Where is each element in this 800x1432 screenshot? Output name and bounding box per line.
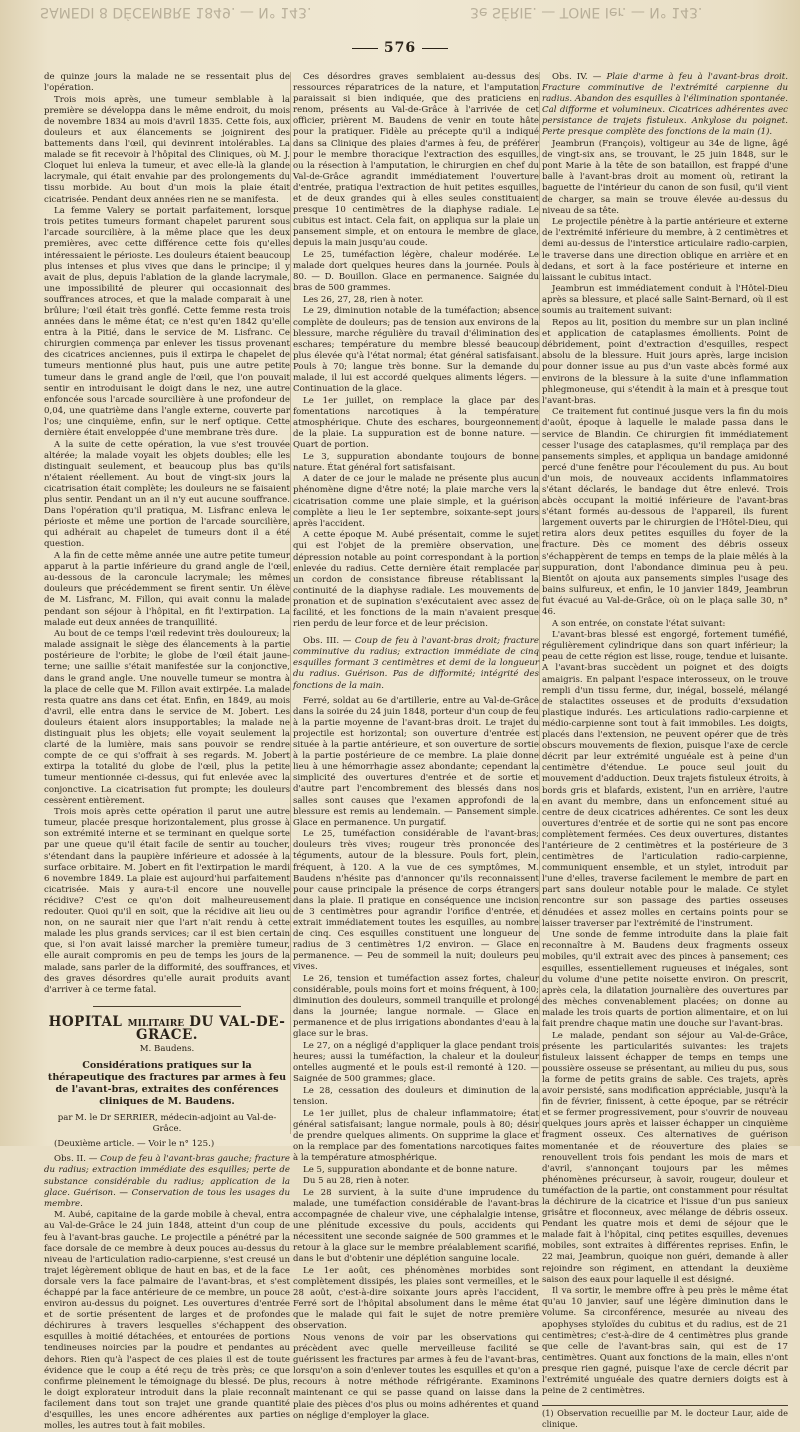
- paragraph: Les 26, 27, 28, rien à noter.: [303, 294, 424, 305]
- paragraph: Le 28 survient, à la suite d'une imprudence du malade, une tuméfaction considérable de l'avant-bras accompagnée de chaleur vive, une céphalalgie intense, une plénitude excessive du pouls, accidents qui nécessitent une seconde saignée de 500 grammes et le retour à la glace sur le membre préalablement scarifié, dans le but d'obtenir une déplétion sanguine locale.: [293, 1187, 539, 1265]
- paragraph: M. Aubé, capitaine de la garde mobile à cheval, entra au Val-de-Grâce le 24 juin 1848, atteint d'un coup de feu à l'avant-bras gauche. Le projectile a pénétré par la face dorsale de ce membre à deux pouces au-dessus du niveau de l'articulation radio-carpienne, s'est creusé un trajet légèrement oblique de haut en bas, et de la face dorsale vers la face palmaire de l'avant-bras, et s'est échappé par la face antérieure de ce membre, un pouce environ au-dessus du poignet. Les ouvertures d'entrée et de sortie présentent de larges et de profondes déchirures à travers lesquelles s'échappent des esquilles à moitié détachées, et entourées de portions tendineuses noircies par la poudre et pendantes au dehors. Rien qu'à l'aspect de ces plaies il est de toute évidence que le coup a été reçu de très près; ce que confirme pleinement le témoignage du blessé. De plus, le doigt explorateur introduit dans la plaie reconnaît facilement dans tout son trajet une grande quantité d'esquilles, les unes encore adhérentes aux parties molles, les autres tout à fait mobiles.: [44, 1210, 290, 1432]
- paragraph: de quinze jours la malade ne se ressentait plus de l'opération.: [44, 72, 290, 94]
- paragraph: Repos au lit, position du membre sur un plan incliné et application de cataplasmes émollients. Point de débridement, point d'extraction d'esquilles, respect absolu de la blessure. Huit jours après, large incision pour donner issue au pus d'un vaste abcès formé aux environs de la blessure à la suite d'une inflammation phlegmoneuse, qui s'étendit à la main et à presque tout l'avant-bras.: [542, 318, 788, 406]
- paragraph: A la fin de cette même année une autre petite tumeur apparut à la partie inférieure du grand angle de l'œil, au-dessous de la caroncule lacrymale; les mêmes douleurs que précédemment se firent sentir. Un élève de M. Lisfranc, M. Fillon, qui avait connu la malade pendant son séjour à l'hôpital, en fit l'extirpation. La malade eut deux années de tranquillité.: [44, 551, 290, 628]
- paragraph: Le projectile pénètre à la partie antérieure et externe de l'extrémité inférieure du membre, à 2 centimètres et demi au-dessus de l'interstice articulaire radio-carpien, le traverse dans une direction oblique en arrière et en dedans, et sort à la face postérieure et interne en laissant le cubitus intact.: [542, 217, 788, 283]
- article-subtitle: (Deuxième article. — Voir le n° 125.): [54, 1139, 215, 1150]
- paragraph: Le 29, diminution notable de la tuméfaction; absence complète de douleurs; pas de tension aux environs de la blessure, marche régulière du travail d'élimination des eschares; température du membre blessé beaucoup plus élevée qu'à l'état normal; état général satisfaisant. Pouls à 70; langue très bonne. Sur la demande du malade, il lui est accordé quelques aliments légers. — Continuation de la glace.: [293, 306, 539, 395]
- paragraph: Trois mois après cette opération il parut une autre tumeur, placée presque horizontalement, plus grosse à son extrémité interne et se terminant en quelque sorte par une queue qu'il était facile de sentir au toucher, s'étendant dans la paupière inférieure et adossée à la surface orbitaire. M. Jobert en fit l'extirpation le mardi 6 novembre 1849. La plaie est aujourd'hui parfaitement cicatrisée. Mais y aura-t-il encore une nouvelle récidive? C'est ce qu'on doit malheureusement redouter. Quoi qu'il en soit, que la récidive ait lieu ou non, on ne saurait nier que l'art n'ait rendu à cette malade les plus grands services; car il est bien certain que, si l'on avait laissé marcher la première tumeur, elle aurait compromis en peu de temps les jours de la malade, sans parler de la difformité, des souffrances, et des graves désordres qu'elle aurait produits avant d'arriver à ce terme fatal.: [44, 807, 290, 995]
- hospital-heading-rest: DU VAL-DE-GRACE.: [136, 1013, 286, 1043]
- paragraph: Le 3, suppuration abondante toujours de bonne nature. État général fort satisfaisant.: [293, 451, 539, 473]
- paragraph: Du 5 au 28, rien à noter.: [303, 1176, 410, 1187]
- paragraph: Ces désordres graves semblaient au-dessus des ressources réparatrices de la nature, et l'amputation paraissait si bien indiquée, que des praticiens en renom, présents au Val-de-Grâce à l'arrivée de cet officier, prièrent M. Baudens de venir en toute hâte pour la pratiquer. Fidèle au précepte qu'il a indiqué dans sa Clinique des plaies d'armes à feu, de préférer pour le membre thoracique l'extraction des esquilles, ou la résection à l'amputation, le chirurgien en chef du Val-de-Grâce agrandit immédiatement l'ouverture d'entrée, pratiqua l'extraction de huit petites esquilles, et de deux grandes qui à elles seules constituaient presque 10 centimètres de la diaphyse radiale. Le cubitus est intact. Cela fait, on appliqua sur la plaie un pansement simple, et on entoura le membre de glace, depuis la main jusqu'au coude.: [293, 72, 539, 249]
- paragraph: La femme Valery se portait parfaitement, lorsque trois petites tumeurs formant chapelet parurent sous l'arcade sourcilière, à la même place que les deux premières, avec cette différence cette fois qu'elles intéressaient le périoste. Les douleurs étaient beaucoup plus intenses et plus vives que dans le principe; il y avait de plus, depuis l'ablation de la glande lacrymale, une impossibilité de pleurer qui occasionnait des souffrances atroces, et que la malade comparait à une brûlure; l'œil était très gonflé. Cette femme resta trois années dans le même état; ce n'est qu'en 1842 qu'elle entra à la Pitié, dans le service de M. Lisfranc. Ce chirurgien commença par enlever les tissus provenant des cicatrices anciennes, puis il extirpa le chapelet de tumeurs mentionné plus haut, puis une autre petite tumeur dans le grand angle de l'œil, que l'on pouvait sentir en introduisant le doigt dans le nez, une autre enfoncée sous l'arcade sourcilière à une profondeur de 0,04, une quatrième dans l'angle externe, couverte par l'os; une cinquième, enfin, sur le nerf optique. Cette dernière était enveloppée d'une membrane très dure.: [44, 206, 290, 438]
- paragraph: Nous venons de voir par les observations qui précèdent avec quelle merveilleuse facilité se guérissent les fractures par armes à feu de l'avant-bras, lorsqu'on a soin d'enlever toutes les esquilles et qu'on a recours à notre méthode réfrigérante. Examinons maintenant ce qui se passe quand on laisse dans la plaie des pièces d'os plus ou moins adhérentes et quand on néglige d'employer la glace.: [293, 1333, 539, 1421]
- paragraph: Le 1er juillet, on remplace la glace par des fomentations narcotiques à la température atmosphérique. Chute des eschares, bourgeonnement de la plaie. La suppuration est de bonne nature. — Quart de portion.: [293, 395, 539, 451]
- footnote: (1) Observation recueillie par M. le docteur Laur, aide de clinique.: [542, 1405, 788, 1430]
- paragraph: A son entrée, on constate l'état suivant:: [552, 618, 726, 629]
- article-byline: par M. le Dr SERRIER, médecin-adjoint au Val-de-Grâce.: [57, 1113, 277, 1135]
- bleed-right-text: 3e SÉRIE. — TOME Ier. — N° 143.: [470, 4, 703, 20]
- paragraph: Le 28, cessation des douleurs et diminution de la tension.: [293, 1085, 539, 1108]
- column-divider: [290, 72, 291, 1134]
- paragraph: Trois mois après, une tumeur semblable à la première se développa dans le même endroit, du mois de novembre 1834 au mois d'avril 1835. Cette fois, aux douleurs et aux élancements se joignirent des battements dans l'œil, qui devinrent intolérables. La malade se fit recevoir à l'hôpital des Cliniques, où M. J. Cloquet lui enleva la tumeur, et avec elle-là la glande lacrymale, qui était envahie par des prolongements du tissu morbide. Au bout d'un mois la plaie était cicatrisée. Pendant deux années rien ne se manifesta.: [44, 94, 290, 205]
- paragraph: Jeambrun (François), voltigeur au 34e de ligne, âgé de vingt-six ans, se trouvant, le 25 juin 1848, sur le pont Marie à la tête de son bataillon, est frappé d'une balle à l'avant-bras droit au moment où, retirant la baguette de l'intérieur du canon de son fusil, qu'il vient de charger, sa main se trouve élevée au-dessus du niveau de sa tête.: [542, 139, 788, 216]
- observation-summary: Coup de feu à l'avant-bras droit; fracture comminutive du radius; extraction immédiate de cinq esquilles formant 3 centimètres et demi de la longueur du radius. Guérison. Pas de difformité; intégrité des fonctions de la main.: [293, 636, 539, 691]
- paragraph: Le 5, suppuration abondante et de bonne nature.: [303, 1164, 518, 1175]
- hospital-author: M. Baudens.: [139, 1043, 195, 1054]
- paragraph: Le 25, tuméfaction légère, chaleur modérée. Le malade dort quelques heures dans la journée. Pouls à 80. — D. Bouillon. Glace en permanence. Saignée du bras de 500 grammes.: [293, 250, 539, 294]
- paragraph: Ce traitement fut continué jusque vers la fin du mois d'août, époque à laquelle le malade passa dans le service de Blandin. Ce chirurgien fit immédiatement cesser l'usage des cataplasmes, qu'il remplaça par des pansements simples, et appliqua un bandage amidonné percé d'une fenêtre pour l'écoulement du pus. Au bout d'un mois, de nouveaux accidents inflammatoires s'étant déclarés, le bandage dut être enlevé. Trois abcès occupant la moitié inférieure de l'avant-bras s'étant formés au-dessous de l'appareil, ils furent largement ouverts par le chirurgien de l'Hôtel-Dieu, qui retira alors deux petites esquilles du foyer de la fracture. Dès ce moment des débris osseux s'échappèrent de temps en temps de la plaie mêlés à la suppuration, dont l'abondance diminua peu à peu. Bientôt on ajouta aux pansements simples l'usage des bains sulfureux, et enfin, le 10 janvier 1849, Jeambrun fut évacué au Val-de-Grâce, où on le plaça salle 30, n° 46.: [542, 407, 788, 617]
- column-3: [542, 72, 788, 1430]
- observation-heading: [293, 636, 539, 691]
- observation-label: Obs. IV. —: [552, 72, 602, 82]
- observation-label: Obs. II. —: [54, 1154, 98, 1165]
- paragraph: A dater de ce jour le malade ne présente plus aucun phénomène digne d'être noté; la plaie marche vers la cicatrisation comme une plaie simple, et la guérison complète a lieu le 1er septembre, soixante-sept jours après l'accident.: [293, 474, 539, 529]
- paragraph: Ferré, soldat au 6e d'artillerie, entre au Val-de-Grâce dans la soirée du 24 juin 1848, porteur d'un coup de feu à la partie moyenne de l'avant-bras droit. Le trajet du projectile est horizontal; son ouverture d'entrée est située à la partie antérieure, et son ouverture de sortie à la partie postérieure de ce membre. La plaie donne lieu à une hémorrhagie assez abondante; cependant la simplicité des ouvertures d'entrée et de sortie et d'autre part l'encombrement des blessés dans nos salles sont causes que l'examen approfondi de la blessure est remis au lendemain. — Pansement simple. Glace en permanence. Un purgatif.: [293, 695, 539, 828]
- paragraph: A la suite de cette opération, la vue s'est trouvée altérée; la malade voyait les objets doubles; elle les distinguait seulement, et beaucoup plus bas qu'ils n'étaient réellement. Au bout de vingt-six jours la cicatrisation était complète; les douleurs ne se faisaient plus sentir. Pendant un an il n'y eut aucune souffrance. Dans l'opération qu'il pratiqua, M. Lisfranc enleva le périoste et même une portion de l'arcade sourcilière, qui adhérait au chapelet de tumeurs dont il a été question.: [44, 439, 290, 550]
- page-number: 576: [383, 40, 417, 56]
- observation-heading: [542, 72, 788, 139]
- paragraph: Il va sortir, le membre offre à peu près le même état qu'au 10 janvier, sauf une légère diminution dans le volume. Sa circonférence, mesurée au niveau des apophyses styloïdes du cubitus et du radius, est de 21 centimètres; c'est-à-dire de 4 centimètres plus grande que celle de l'avant-bras sain, qui est de 17 centimètres. Quant aux fonctions de la main, elles n'ont presque rien gagné, puisque l'axe de cercle décrit par l'extrémité unguéale des quatre derniers doigts est à peine de 2 centimètres.: [542, 1286, 788, 1397]
- observation-summary: Plaie d'arme à feu à l'avant-bras droit. Fracture comminutive de l'extrémité carpienne du radius. Abandon des esquilles à l'élimination spontanée. Cal difforme et volumineux. Cicatrices adhérentes avec persistance de trajets fistuleux. Ankylose du poignet. Perte presque complète des fonctions de la main (1).: [542, 72, 788, 138]
- paragraph: Le 27, on a négligé d'appliquer la glace pendant trois heures; aussi la tuméfaction, la chaleur et la douleur ontelles augmenté et le pouls est-il remonté à 120. — Saignée de 500 grammes; glace.: [293, 1041, 539, 1085]
- observation-heading: [44, 1154, 290, 1209]
- paragraph: Le 26, tension et tuméfaction assez fortes, chaleur considérable, pouls moins fort et moins fréquent, à 100; diminution des douleurs, sommeil tranquille et prolongé dans la journée; langue normale. — Glace en permanence et de plus irrigations abondantes d'eau à la glace sur le bras.: [293, 974, 539, 1040]
- paragraph: Le 1er juillet, plus de chaleur inflammatoire; état général satisfaisant; langue normale, pouls à 80; désir de prendre quelques aliments. On supprime la glace et on la remplace par des fomentations narcotiques faites à la température atmosphérique.: [293, 1108, 539, 1163]
- paragraph: Le 1er août, ces phénomènes morbides sont complètement dissipés, les plaies sont vermeilles, et le 28 août, c'est-à-dire soixante jours après l'accident, Ferré sort de l'hôpital absolument dans le même état que le malade qui fait le sujet de notre première observation.: [293, 1265, 539, 1332]
- observation-summary: Coup de feu à l'avant-bras gauche; fracture du radius; extraction immédiate des esquilles; perte de substance considérable du radius; application de la glace. Guérison. — Conservation de tous les usages du membre.: [44, 1154, 290, 1209]
- column-2: [293, 72, 539, 1421]
- hospital-heading-small: MILITAIRE: [127, 1018, 185, 1029]
- paragraph: Une sonde de femme introduite dans la plaie fait reconnaître à M. Baudens deux fragments osseux mobiles, qu'il extrait avec des pinces à pansement; ces esquilles, essentiellement rugueuses et inégales, sont du volume d'une petite noisette environ. On prescrit, après cela, la dilatation journalière des ouvertures par des mèches convenablement placées; on donne au malade les trois quarts de portion alimentaire, et on lui fait prendre chaque matin une douche sur l'avant-bras.: [542, 930, 788, 1029]
- column-divider: [539, 72, 540, 1134]
- hospital-heading-word: HOPITAL: [48, 1013, 123, 1030]
- paragraph: L'avant-bras blessé est engorgé, fortement tuméfié, régulièrement cylindrique dans son quart inférieur; la peau de cette région est lisse, rouge, tendue et luisante. A l'avant-bras succèdent un poignet et des doigts amaigris. En palpant l'espace interosseux, on le trouve rempli d'un tissu ferme, dur, inégal, bosselé, mélangé de stalactites osseuses et de produits d'exsudation plastique indurés. Les articulations radio-carpienne et médio-carpienne sont tout à fait immobiles. Les doigts, placés dans l'extension, ne peuvent opérer que de très obscurs mouvements de flexion, puisque l'axe de cercle décrit par leur extrémité unguéale est à peine d'un centimètre d'étendue. Le pouce seul jouit du mouvement d'adduction. Deux trajets fistuleux étroits, à bords gris et blafards, existent, l'un en arrière, l'autre en avant du membre, dans un enfoncement situé au centre de deux cicatrices adhérentes. Ce sont les deux ouvertures d'entrée et de sortie qui ne sont pas encore complètement fermées. Ces deux ouvertures, distantes l'antérieure de 2 centimètres et la postérieure de 3 centimètres de l'articulation radio-carpienne, communiquent ensemble, et un stylet, introduit par l'une d'elles, traverse facilement le membre de part en part sans douleur notable pour le malade. Ce stylet rencontre sur son passage des parties osseuses dénudées et assez molles en certains points pour se laisser traverser par l'extrémité de l'instrument.: [542, 630, 788, 929]
- observation-label: Obs. III. —: [303, 636, 352, 647]
- paragraph: Jeambrun est immédiatement conduit à l'Hôtel-Dieu après sa blessure, et placé salle Saint-Bernard, où il est soumis au traitement suivant:: [542, 284, 788, 317]
- paragraph: Au bout de ce temps l'œil redevint très douloureux; la malade assignait le siège des élancements à la partie postérieure de l'orbite; le globe de l'œil était jaune-terne; une saillie s'était manifestée sur la conjonctive, dans le grand angle. Une nouvelle tumeur se montra à la place de celle que M. Fillon avait extirpée. La malade resta quatre ans dans cet état. Enfin, en 1849, au mois d'avril, elle entra dans le service de M. Jobert. Les douleurs étaient alors insupportables; la malade ne distinguait plus les objets; elle voyait seulement la clarté de la lumière, mais sans pouvoir se rendre compte de ce qui s'offrait à ses regards. M. Jobert extirpa la totalité du globe de l'œil, plus la petite tumeur mentionnée ci-dessus, qui fut enlevée avec la conjonctive. La cicatrisation fut prompte; les douleurs cessèrent entièrement.: [44, 629, 290, 806]
- page-number-header: [0, 40, 800, 56]
- bleed-left-text: SAMEDI 8 DÉCEMBRE 1849. — N° 143.: [40, 4, 312, 20]
- paragraph: A cette époque M. Aubé présentait, comme le sujet qui est l'objet de la première observation, une dépression notable au point correspondant à la portion enlevée du radius. Cette dernière était remplacée par un cordon de consistance fibreuse rétablissant la continuité de la diaphyse radiale. Les mouvements de pronation et de supination s'exécutaient avec assez de facilité, et les fonctions de la main n'avaient presque rien perdu de leur force et de leur précision.: [293, 530, 539, 630]
- column-1: [44, 72, 290, 1432]
- hospital-heading: [44, 1013, 290, 1043]
- paragraph: Le 25, tuméfaction considérable de l'avant-bras; douleurs très vives; rougeur très prononcée des téguments, autour de la blessure. Pouls fort, plein, fréquent, à 120. A la vue de ces symptômes, M. Baudens n'hésite pas d'annoncer qu'ils reconnaissent pour cause principale la présence de corps étrangers dans la plaie. Il pratique en conséquence une incision de 3 centimètres pour agrandir l'orifice d'entrée, et extrait immédiatement toutes les esquilles, au nombre de cinq. Ces esquilles constituent une longueur de radius de 3 centimètres 1/2 environ. — Glace en permanence. — Peu de sommeil la nuit; douleurs peu vives.: [293, 829, 539, 973]
- section-divider: [93, 1006, 241, 1007]
- paragraph: Le malade, pendant son séjour au Val-de-Grâce, présente les particularités suivantes: les trajets fistuleux laissent échapper de temps en temps une poussière osseuse se présentant, au milieu du pus, sous la forme de petits grains de sable. Ces trajets, après avoir persisté, sans modification appréciable, jusqu'à la fin de février, finissent, à cette époque, par se rétrécir et se fermer progressivement, pour s'ouvrir de nouveau quelques jours après et laisser échapper un cinquième fragment osseux. Ces alternatives de guérison momentanée et de réouverture des plaies se renouvellent trois fois pendant les mois de mars et d'avril, s'annonçant toujours par les mêmes phénomènes précurseur, à savoir, rougeur, douleur et tuméfaction de la partie, ont constamment pour résultat la déchirure de la cicatrice et l'issue d'un pus sanieux grisâtre et floconneux, avec mélange de débris osseux. Pendant les quatre mois et demi de séjour que le malade fait à l'hôpital, cinq petites esquilles, devenues mobiles, sont extraites à différentes reprises. Enfin, le 22 mai, Jeambrun, quoique non guéri, demande à aller rejoindre son régiment, en attendant la deuxième saison des eaux pour laquelle il est désigné.: [542, 1030, 788, 1285]
- article-title: Considérations pratiques sur la thérapeutique des fractures par armes à feu de l'avant-bras, extraites des conférences cliniques de M. Baudens.: [47, 1060, 287, 1108]
